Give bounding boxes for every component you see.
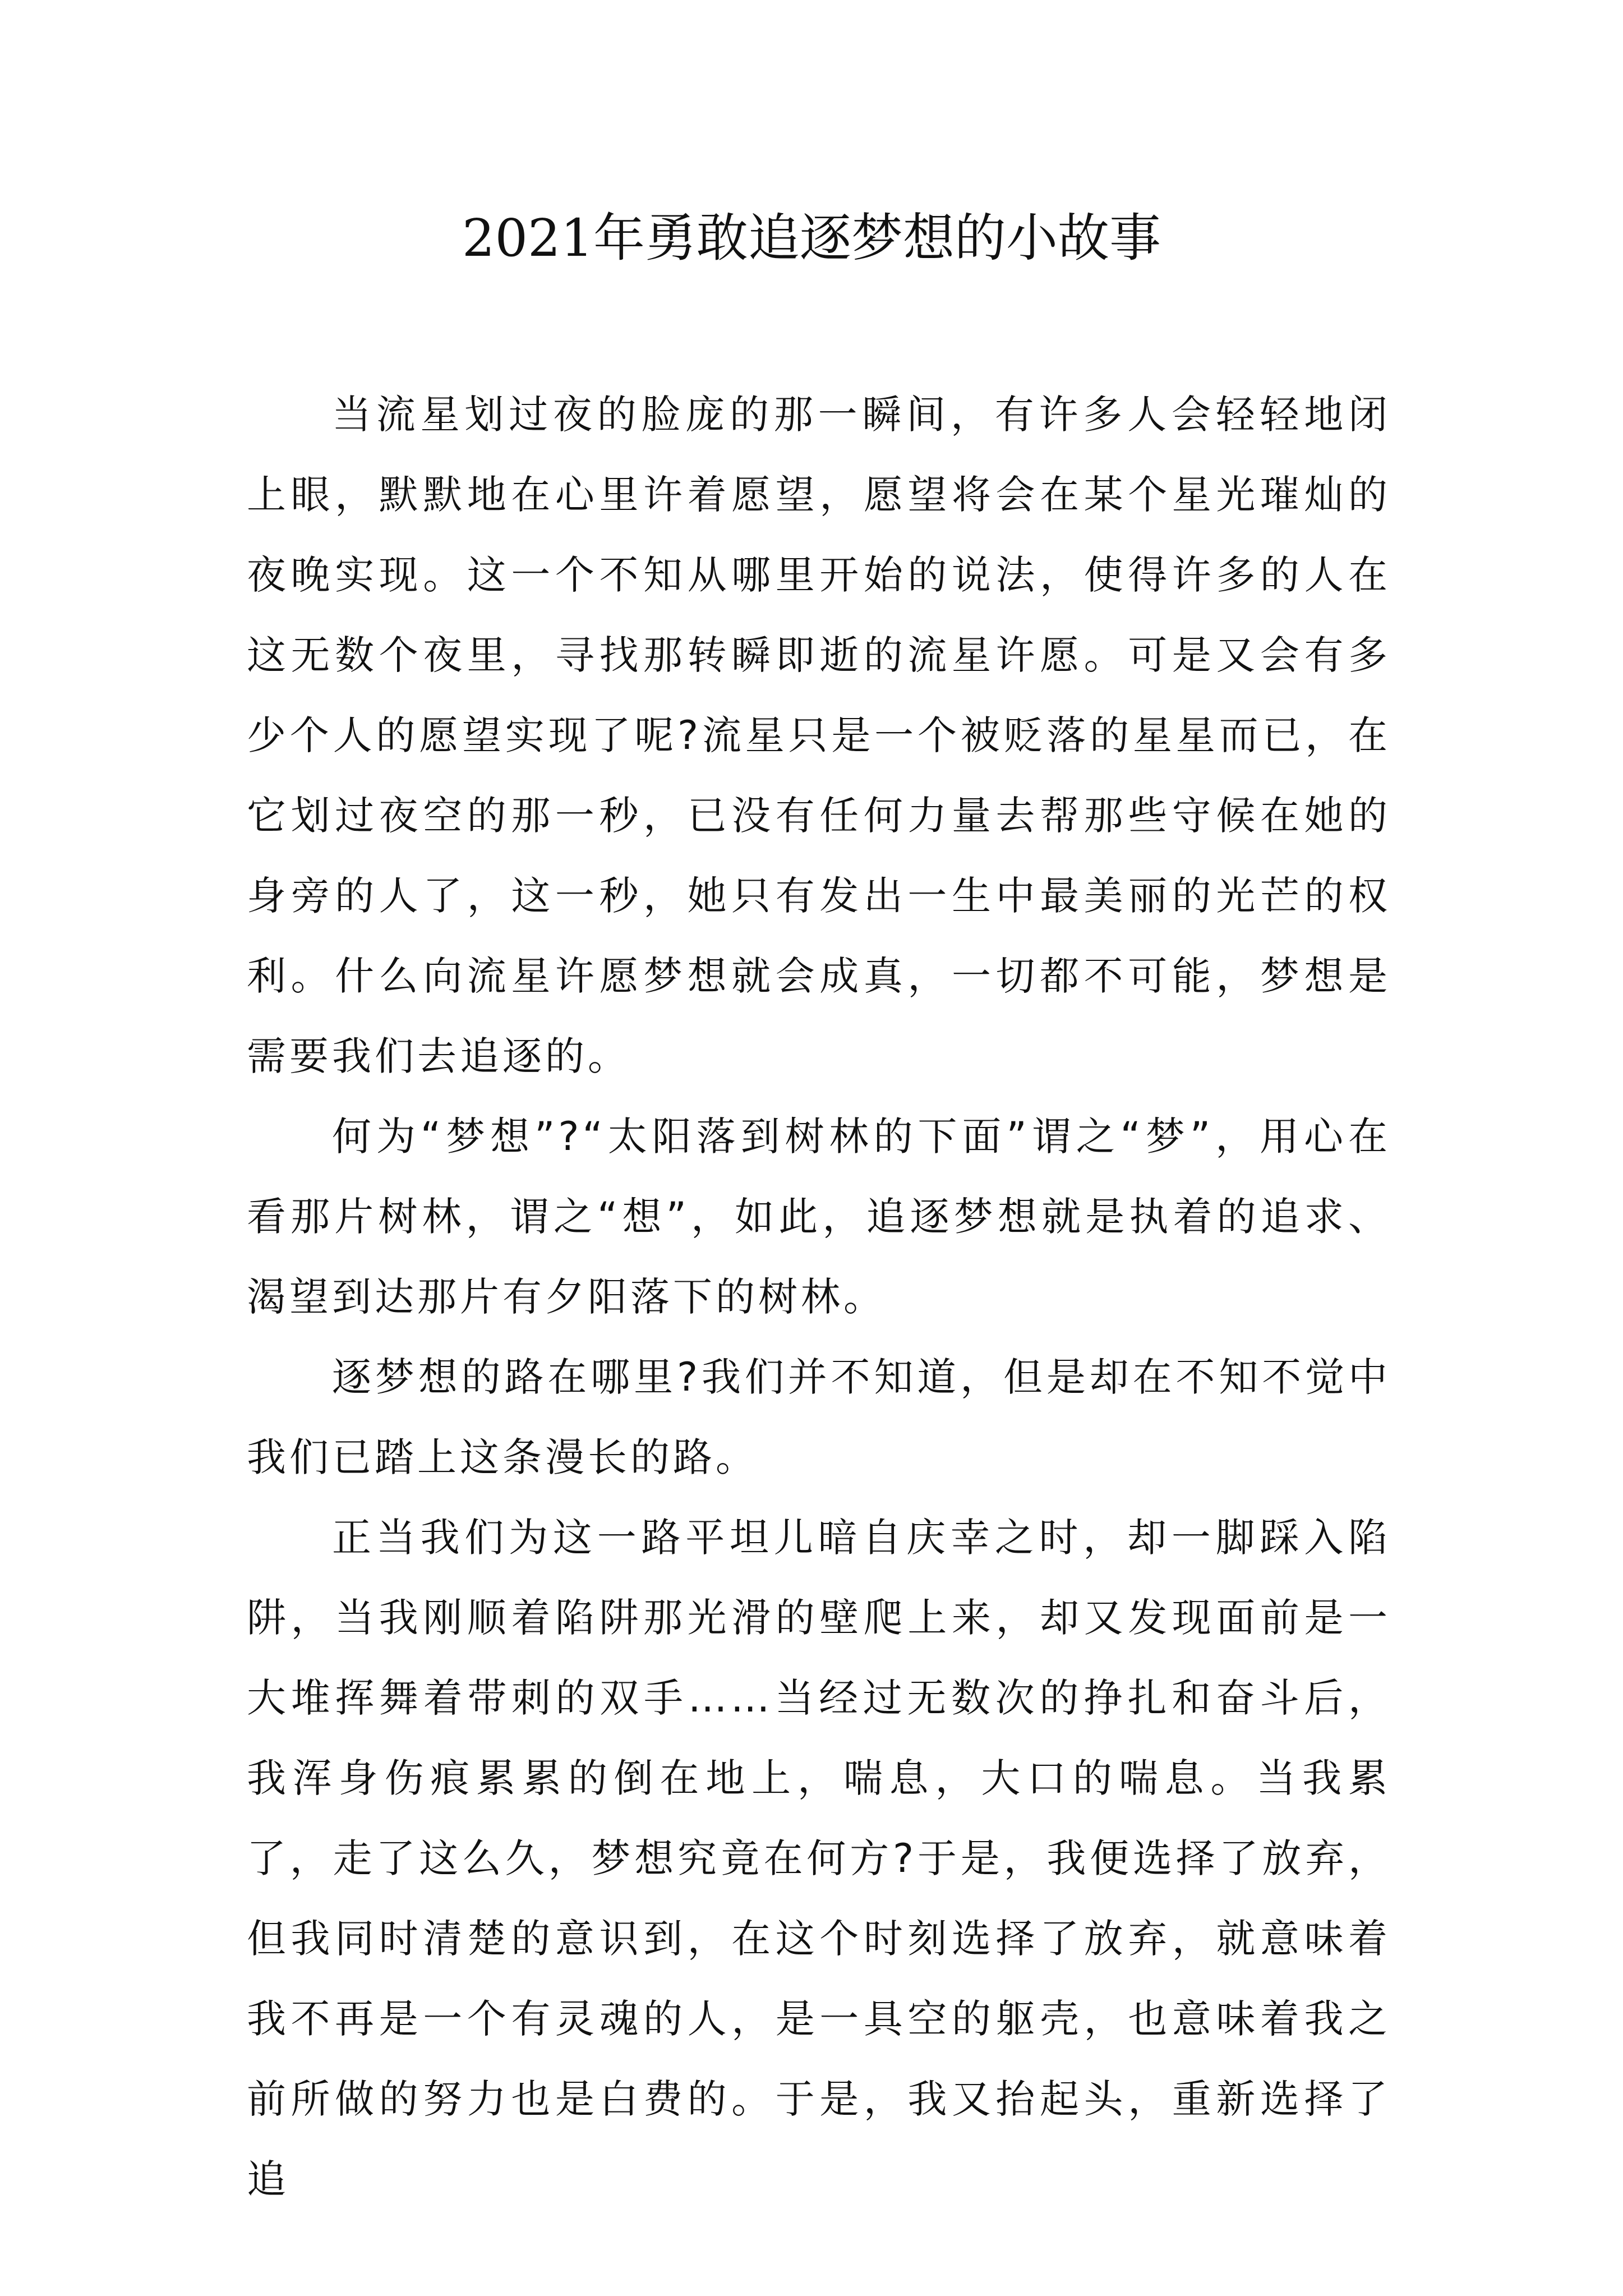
document-title: 2021年勇敢追逐梦想的小故事: [462, 208, 1161, 268]
paragraph-4: 正当我们为这一路平坦儿暗自庆幸之时，却一脚踩入陷阱，当我刚顺着陷阱那光滑的壁爬上来，却又发现面前是一大堆挥舞着带刺的双手……当经过无数次的挣扎和奋斗后，我浑身伤痕累累的倒在地上，喘息，大口的喘息。当我累了，走了这么久，梦想究竟在何方?于是，我便选择了放弃，但我同时清楚的意识到，在这个时刻选择了放弃，就意味着我不再是一个有灵魂的人，是一具空的躯壳，也意味着我之前所做的努力也是白费的。于是，我又抬起头，重新选择了追: [247, 1515, 1391, 2202]
paragraph-3: 逐梦想的路在哪里?我们并不知道，但是却在不知不觉中我们已踏上这条漫长的路。: [247, 1354, 1391, 1480]
paragraph-1: 当流星划过夜的脸庞的那一瞬间，有许多人会轻轻地闭上眼，默默地在心里许着愿望，愿望将会在某个星光璀灿的夜晚实现。这一个不知从哪里开始的说法，使得许多的人在这无数个夜里，寻找那转瞬即逝的流星许愿。可是又会有多少个人的愿望实现了呢?流星只是一个被贬落的星星而已，在它划过夜空的那一秒，已没有任何力量去帮那些守候在她的身旁的人了，这一秒，她只有发出一生中最美丽的光芒的权利。什么向流星许愿梦想就会成真，一切都不可能，梦想是需要我们去追逐的。: [247, 392, 1391, 1079]
paragraph-2: 何为“梦想”?“太阳落到树林的下面”谓之“梦”，用心在看那片树林，谓之“想”，如此，追逐梦想就是执着的追求、渴望到达那片有夕阳落下的树林。: [247, 1114, 1391, 1320]
document-body: [247, 375, 1391, 2220]
